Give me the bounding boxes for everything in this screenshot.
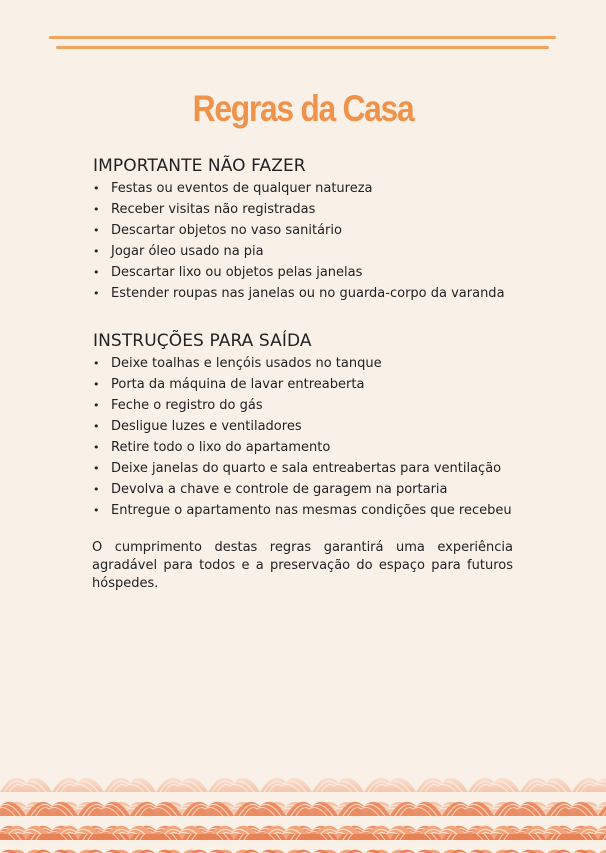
list-item <box>93 479 512 500</box>
bullet-icon: • <box>93 441 100 454</box>
list-item-text: Descartar lixo ou objetos pelas janelas <box>111 265 363 280</box>
bullet-icon: • <box>93 399 100 412</box>
bullet-icon: • <box>93 266 100 279</box>
bullet-icon: • <box>93 245 100 258</box>
list-item-text: Estender roupas nas janelas ou no guarda-corpo da varanda <box>111 286 505 301</box>
list-item-text: Receber visitas não registradas <box>111 202 316 217</box>
bullet-icon: • <box>93 287 100 300</box>
list-item-text: Porta da máquina de lavar entreaberta <box>111 377 365 392</box>
list-item-text: Entregue o apartamento nas mesmas condições que recebeu <box>111 503 512 518</box>
list-item <box>93 178 505 199</box>
bullet-icon: • <box>93 357 100 370</box>
prohibited-list <box>93 178 505 304</box>
bullet-icon: • <box>93 203 100 216</box>
section-heading-prohibited: IMPORTANTE NÃO FAZER <box>93 156 306 176</box>
list-item <box>93 283 505 304</box>
list-item <box>93 458 512 479</box>
closing-paragraph: O cumprimento destas regras garantirá uma experiência agradável para todos e a preservação do espaço para futuros hóspedes. <box>92 540 513 591</box>
bullet-icon: • <box>93 483 100 496</box>
bullet-icon: • <box>93 378 100 391</box>
list-item-text: Jogar óleo usado na pia <box>111 244 264 259</box>
list-item-text: Retire todo o lixo do apartamento <box>111 440 331 455</box>
list-item <box>93 353 512 374</box>
list-item-text: Feche o registro do gás <box>111 398 263 413</box>
waves-decoration-icon <box>0 768 606 853</box>
list-item <box>93 199 505 220</box>
top-divider-line-secondary <box>56 46 549 49</box>
bullet-icon: • <box>93 224 100 237</box>
list-item-text: Deixe janelas do quarto e sala entreabertas para ventilação <box>111 461 502 476</box>
bullet-icon: • <box>93 504 100 517</box>
page-title: Regras da Casa <box>192 88 414 129</box>
bullet-icon: • <box>93 420 100 433</box>
list-item <box>93 374 512 395</box>
top-divider-line <box>49 36 556 39</box>
list-item <box>93 395 512 416</box>
section-heading-checkout: INSTRUÇÕES PARA SAÍDA <box>93 331 312 351</box>
list-item <box>93 416 512 437</box>
list-item-text: Deixe toalhas e lençóis usados no tanque <box>111 356 382 371</box>
bullet-icon: • <box>93 462 100 475</box>
list-item-text: Festas ou eventos de qualquer natureza <box>111 181 373 196</box>
checkout-list <box>93 353 512 521</box>
list-item <box>93 220 505 241</box>
list-item-text: Descartar objetos no vaso sanitário <box>111 223 342 238</box>
list-item-text: Devolva a chave e controle de garagem na portaria <box>111 482 448 497</box>
bullet-icon: • <box>93 182 100 195</box>
list-item <box>93 437 512 458</box>
list-item <box>93 262 505 283</box>
list-item <box>93 241 505 262</box>
list-item-text: Desligue luzes e ventiladores <box>111 419 302 434</box>
list-item <box>93 500 512 521</box>
